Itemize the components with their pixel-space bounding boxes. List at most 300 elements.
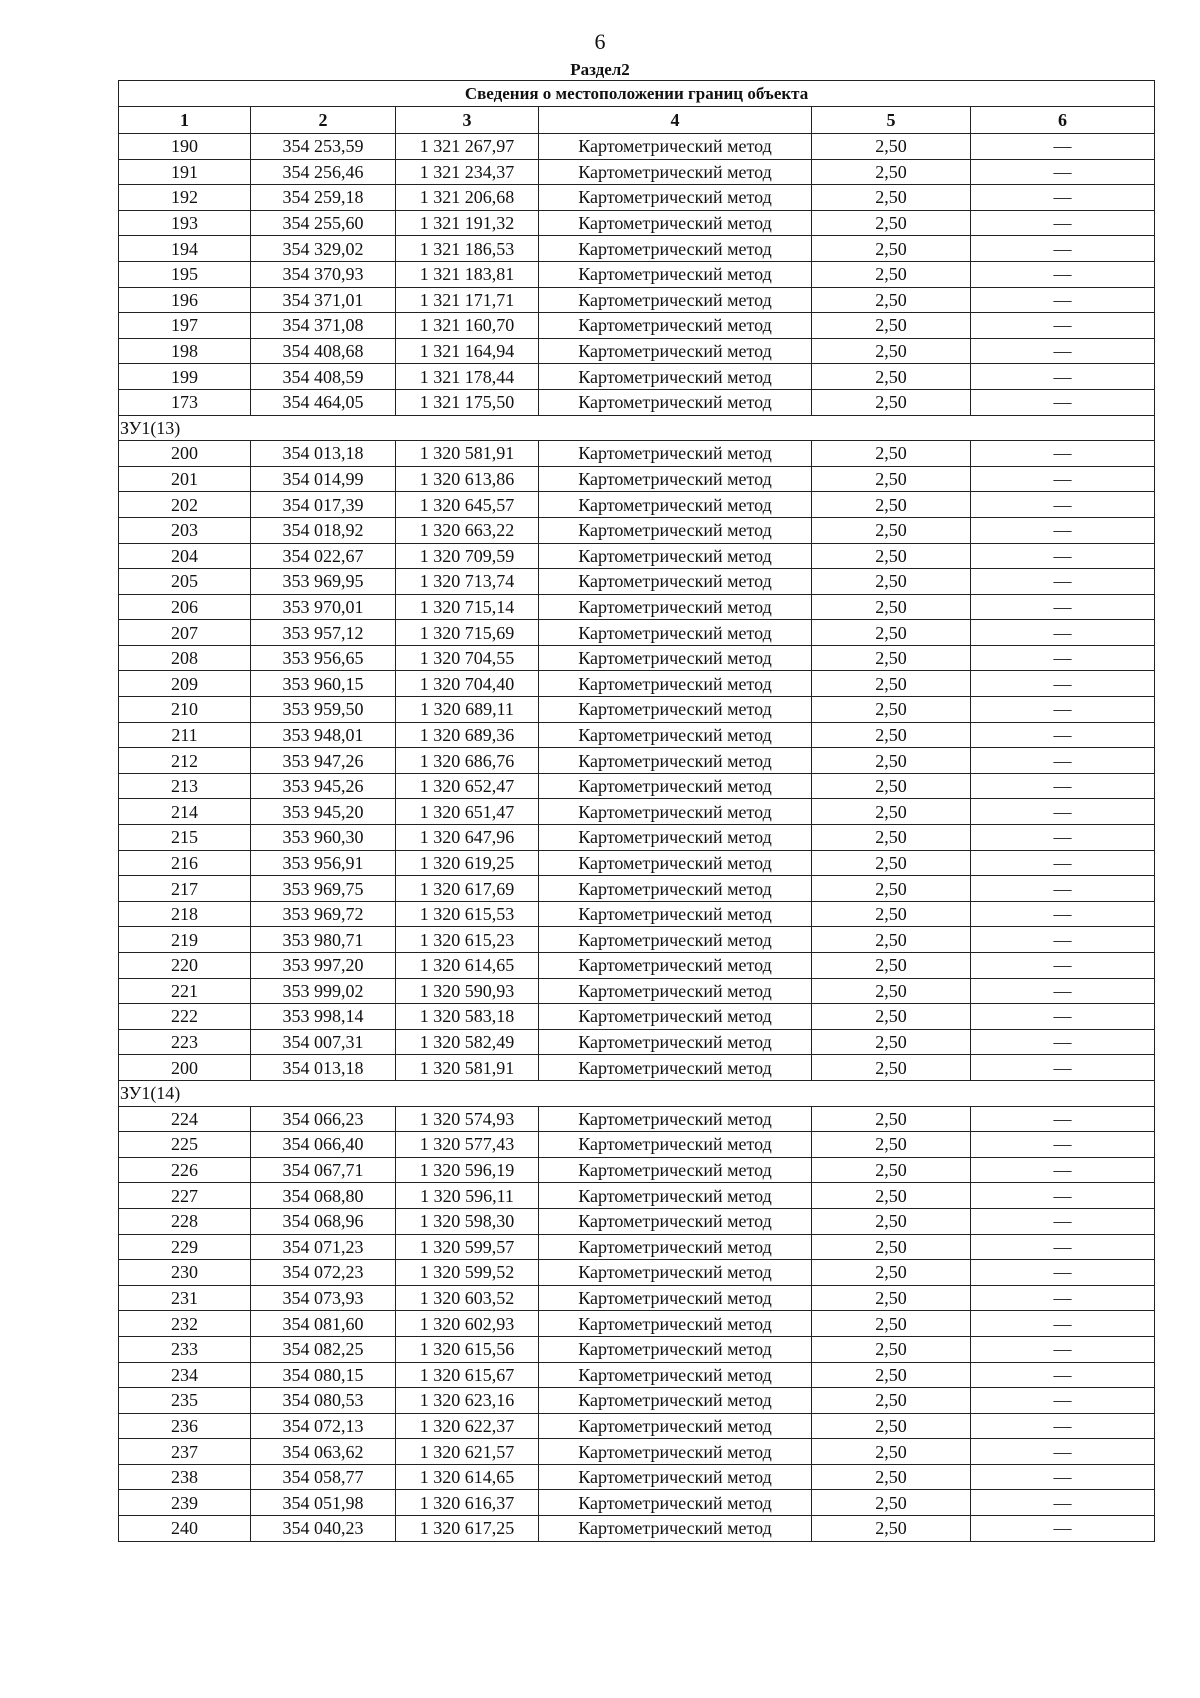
y-coordinate-cell: 1 320 615,67 [396,1362,539,1388]
table-row [119,1234,1155,1260]
x-coordinate-cell: 353 997,20 [251,953,396,979]
accuracy-cell: 2,50 [812,1208,971,1234]
table-row [119,850,1155,876]
table-row [119,1004,1155,1030]
point-number-cell: 194 [119,236,251,262]
point-number-cell: 227 [119,1183,251,1209]
y-coordinate-cell: 1 320 615,56 [396,1336,539,1362]
table-row [119,569,1155,595]
x-coordinate-cell: 354 013,18 [251,1055,396,1081]
accuracy-cell: 2,50 [812,313,971,339]
y-coordinate-cell: 1 320 652,47 [396,773,539,799]
y-coordinate-cell: 1 320 617,69 [396,876,539,902]
x-coordinate-cell: 354 370,93 [251,261,396,287]
method-cell: Картометрический метод [539,901,812,927]
method-cell: Картометрический метод [539,620,812,646]
accuracy-cell: 2,50 [812,594,971,620]
y-coordinate-cell: 1 320 621,57 [396,1439,539,1465]
point-number-cell: 223 [119,1029,251,1055]
table-row [119,1439,1155,1465]
point-number-cell: 210 [119,697,251,723]
point-number-cell: 215 [119,825,251,851]
accuracy-cell: 2,50 [812,134,971,160]
method-cell: Картометрический метод [539,569,812,595]
description-cell: — [971,543,1155,569]
method-cell: Картометрический метод [539,1464,812,1490]
x-coordinate-cell: 354 464,05 [251,389,396,415]
x-coordinate-cell: 353 980,71 [251,927,396,953]
x-coordinate-cell: 353 947,26 [251,748,396,774]
y-coordinate-cell: 1 320 583,18 [396,1004,539,1030]
table-caption: Сведения о местоположении границ объекта [119,81,1155,107]
method-cell: Картометрический метод [539,876,812,902]
x-coordinate-cell: 354 014,99 [251,466,396,492]
x-coordinate-cell: 353 956,91 [251,850,396,876]
accuracy-cell: 2,50 [812,927,971,953]
table-row [119,1285,1155,1311]
description-cell: — [971,159,1155,185]
description-cell: — [971,466,1155,492]
description-cell: — [971,1183,1155,1209]
accuracy-cell: 2,50 [812,261,971,287]
x-coordinate-cell: 353 969,75 [251,876,396,902]
description-cell: — [971,1413,1155,1439]
x-coordinate-cell: 354 073,93 [251,1285,396,1311]
method-cell: Картометрический метод [539,978,812,1004]
table-row [119,287,1155,313]
point-number-cell: 228 [119,1208,251,1234]
method-cell: Картометрический метод [539,492,812,518]
description-cell: — [971,134,1155,160]
table-row [119,364,1155,390]
method-cell: Картометрический метод [539,748,812,774]
point-number-cell: 173 [119,389,251,415]
accuracy-cell: 2,50 [812,1132,971,1158]
y-coordinate-cell: 1 320 581,91 [396,441,539,467]
x-coordinate-cell: 354 071,23 [251,1234,396,1260]
description-cell: — [971,1285,1155,1311]
accuracy-cell: 2,50 [812,1029,971,1055]
y-coordinate-cell: 1 321 267,97 [396,134,539,160]
y-coordinate-cell: 1 321 164,94 [396,338,539,364]
description-cell: — [971,1004,1155,1030]
description-cell: — [971,441,1155,467]
method-cell: Картометрический метод [539,236,812,262]
description-cell: — [971,1234,1155,1260]
y-coordinate-cell: 1 320 581,91 [396,1055,539,1081]
accuracy-cell: 2,50 [812,1490,971,1516]
point-number-cell: 198 [119,338,251,364]
accuracy-cell: 2,50 [812,773,971,799]
description-cell: — [971,236,1155,262]
method-cell: Картометрический метод [539,1004,812,1030]
y-coordinate-cell: 1 320 704,55 [396,645,539,671]
accuracy-cell: 2,50 [812,210,971,236]
method-cell: Картометрический метод [539,159,812,185]
accuracy-cell: 2,50 [812,364,971,390]
point-number-cell: 235 [119,1388,251,1414]
x-coordinate-cell: 354 007,31 [251,1029,396,1055]
x-coordinate-cell: 354 255,60 [251,210,396,236]
table-row [119,773,1155,799]
method-cell: Картометрический метод [539,1234,812,1260]
accuracy-cell: 2,50 [812,492,971,518]
x-coordinate-cell: 354 080,53 [251,1388,396,1414]
page-number: 6 [594,29,606,54]
method-cell: Картометрический метод [539,1285,812,1311]
accuracy-cell: 2,50 [812,185,971,211]
table-row [119,1029,1155,1055]
point-number-cell: 192 [119,185,251,211]
y-coordinate-cell: 1 320 615,53 [396,901,539,927]
point-number-cell: 193 [119,210,251,236]
point-number-cell: 240 [119,1516,251,1542]
table-row [119,1260,1155,1286]
point-number-cell: 236 [119,1413,251,1439]
accuracy-cell: 2,50 [812,1055,971,1081]
method-cell: Картометрический метод [539,1183,812,1209]
y-coordinate-cell: 1 320 686,76 [396,748,539,774]
table-row [119,927,1155,953]
table-row [119,697,1155,723]
description-cell: — [971,1439,1155,1465]
x-coordinate-cell: 353 960,30 [251,825,396,851]
y-coordinate-cell: 1 321 234,37 [396,159,539,185]
table-row [119,313,1155,339]
y-coordinate-cell: 1 320 704,40 [396,671,539,697]
method-cell: Картометрический метод [539,441,812,467]
method-cell: Картометрический метод [539,338,812,364]
table-caption-row [119,81,1155,107]
x-coordinate-cell: 354 081,60 [251,1311,396,1337]
table-row [119,1464,1155,1490]
method-cell: Картометрический метод [539,927,812,953]
method-cell: Картометрический метод [539,671,812,697]
table-row [119,645,1155,671]
method-cell: Картометрический метод [539,1311,812,1337]
description-cell: — [971,1464,1155,1490]
x-coordinate-cell: 354 017,39 [251,492,396,518]
table-row [119,1132,1155,1158]
method-cell: Картометрический метод [539,543,812,569]
table-row [119,1055,1155,1081]
accuracy-cell: 2,50 [812,466,971,492]
method-cell: Картометрический метод [539,953,812,979]
description-cell: — [971,210,1155,236]
x-coordinate-cell: 354 066,23 [251,1106,396,1132]
x-coordinate-cell: 353 959,50 [251,697,396,723]
y-coordinate-cell: 1 320 715,69 [396,620,539,646]
table-row [119,799,1155,825]
table-row [119,1106,1155,1132]
point-number-cell: 226 [119,1157,251,1183]
table-row [119,543,1155,569]
point-number-cell: 203 [119,517,251,543]
accuracy-cell: 2,50 [812,825,971,851]
table-row [119,492,1155,518]
table-row [119,185,1155,211]
section-title: Раздел2 [570,60,630,79]
y-coordinate-cell: 1 320 614,65 [396,953,539,979]
x-coordinate-cell: 354 040,23 [251,1516,396,1542]
accuracy-cell: 2,50 [812,236,971,262]
description-cell: — [971,850,1155,876]
method-cell: Картометрический метод [539,825,812,851]
description-cell: — [971,1260,1155,1286]
accuracy-cell: 2,50 [812,569,971,595]
point-number-cell: 232 [119,1311,251,1337]
x-coordinate-cell: 354 259,18 [251,185,396,211]
point-number-cell: 197 [119,313,251,339]
method-cell: Картометрический метод [539,697,812,723]
method-cell: Картометрический метод [539,1336,812,1362]
boundary-coordinates-table [118,80,1155,1542]
table-row [119,466,1155,492]
table-row [119,825,1155,851]
group-header-row [119,415,1155,441]
accuracy-cell: 2,50 [812,1106,971,1132]
description-cell: — [971,364,1155,390]
y-coordinate-cell: 1 321 175,50 [396,389,539,415]
table-row [119,1413,1155,1439]
x-coordinate-cell: 353 969,72 [251,901,396,927]
table-row [119,620,1155,646]
column-header: 5 [812,107,971,134]
y-coordinate-cell: 1 321 171,71 [396,287,539,313]
description-cell: — [971,1157,1155,1183]
x-coordinate-cell: 354 253,59 [251,134,396,160]
group-label: ЗУ1(14) [119,1080,1155,1106]
x-coordinate-cell: 353 970,01 [251,594,396,620]
method-cell: Картометрический метод [539,594,812,620]
x-coordinate-cell: 354 013,18 [251,441,396,467]
y-coordinate-cell: 1 320 715,14 [396,594,539,620]
accuracy-cell: 2,50 [812,1234,971,1260]
method-cell: Картометрический метод [539,722,812,748]
description-cell: — [971,927,1155,953]
accuracy-cell: 2,50 [812,287,971,313]
x-coordinate-cell: 354 068,96 [251,1208,396,1234]
column-header: 2 [251,107,396,134]
method-cell: Картометрический метод [539,1490,812,1516]
description-cell: — [971,620,1155,646]
table-row [119,722,1155,748]
table-row [119,236,1155,262]
accuracy-cell: 2,50 [812,389,971,415]
description-cell: — [971,569,1155,595]
table-row [119,1490,1155,1516]
accuracy-cell: 2,50 [812,1516,971,1542]
table-row [119,1336,1155,1362]
point-number-cell: 221 [119,978,251,1004]
y-coordinate-cell: 1 320 709,59 [396,543,539,569]
description-cell: — [971,313,1155,339]
description-cell: — [971,671,1155,697]
point-number-cell: 220 [119,953,251,979]
point-number-cell: 208 [119,645,251,671]
accuracy-cell: 2,50 [812,978,971,1004]
description-cell: — [971,287,1155,313]
y-coordinate-cell: 1 320 574,93 [396,1106,539,1132]
point-number-cell: 224 [119,1106,251,1132]
point-number-cell: 214 [119,799,251,825]
description-cell: — [971,1055,1155,1081]
method-cell: Картометрический метод [539,389,812,415]
method-cell: Картометрический метод [539,313,812,339]
table-row [119,1388,1155,1414]
table-row [119,1157,1155,1183]
accuracy-cell: 2,50 [812,1260,971,1286]
method-cell: Картометрический метод [539,1439,812,1465]
accuracy-cell: 2,50 [812,543,971,569]
method-cell: Картометрический метод [539,1362,812,1388]
description-cell: — [971,953,1155,979]
point-number-cell: 211 [119,722,251,748]
column-header: 1 [119,107,251,134]
method-cell: Картометрический метод [539,134,812,160]
method-cell: Картометрический метод [539,1413,812,1439]
description-cell: — [971,645,1155,671]
point-number-cell: 231 [119,1285,251,1311]
x-coordinate-cell: 354 082,25 [251,1336,396,1362]
table-row [119,748,1155,774]
x-coordinate-cell: 354 066,40 [251,1132,396,1158]
table-row [119,389,1155,415]
description-cell: — [971,1362,1155,1388]
method-cell: Картометрический метод [539,1516,812,1542]
x-coordinate-cell: 353 945,20 [251,799,396,825]
y-coordinate-cell: 1 320 689,36 [396,722,539,748]
y-coordinate-cell: 1 320 623,16 [396,1388,539,1414]
column-header: 4 [539,107,812,134]
table-row [119,338,1155,364]
method-cell: Картометрический метод [539,1157,812,1183]
y-coordinate-cell: 1 320 599,52 [396,1260,539,1286]
description-cell: — [971,1336,1155,1362]
x-coordinate-cell: 354 051,98 [251,1490,396,1516]
x-coordinate-cell: 353 956,65 [251,645,396,671]
y-coordinate-cell: 1 320 613,86 [396,466,539,492]
point-number-cell: 212 [119,748,251,774]
y-coordinate-cell: 1 320 651,47 [396,799,539,825]
description-cell: — [971,773,1155,799]
y-coordinate-cell: 1 321 206,68 [396,185,539,211]
point-number-cell: 200 [119,1055,251,1081]
description-cell: — [971,1106,1155,1132]
description-cell: — [971,1208,1155,1234]
x-coordinate-cell: 354 256,46 [251,159,396,185]
table-row [119,978,1155,1004]
method-cell: Картометрический метод [539,517,812,543]
method-cell: Картометрический метод [539,1106,812,1132]
method-cell: Картометрический метод [539,185,812,211]
point-number-cell: 205 [119,569,251,595]
description-cell: — [971,876,1155,902]
x-coordinate-cell: 353 945,26 [251,773,396,799]
accuracy-cell: 2,50 [812,1157,971,1183]
method-cell: Картометрический метод [539,645,812,671]
x-coordinate-cell: 353 960,15 [251,671,396,697]
x-coordinate-cell: 353 948,01 [251,722,396,748]
point-number-cell: 229 [119,1234,251,1260]
x-coordinate-cell: 354 068,80 [251,1183,396,1209]
y-coordinate-cell: 1 320 689,11 [396,697,539,723]
table-row [119,953,1155,979]
column-header: 3 [396,107,539,134]
description-cell: — [971,799,1155,825]
table-row [119,517,1155,543]
x-coordinate-cell: 353 999,02 [251,978,396,1004]
point-number-cell: 196 [119,287,251,313]
accuracy-cell: 2,50 [812,1439,971,1465]
x-coordinate-cell: 354 072,13 [251,1413,396,1439]
description-cell: — [971,261,1155,287]
method-cell: Картометрический метод [539,364,812,390]
accuracy-cell: 2,50 [812,876,971,902]
point-number-cell: 238 [119,1464,251,1490]
x-coordinate-cell: 354 063,62 [251,1439,396,1465]
y-coordinate-cell: 1 320 619,25 [396,850,539,876]
x-coordinate-cell: 353 998,14 [251,1004,396,1030]
point-number-cell: 234 [119,1362,251,1388]
accuracy-cell: 2,50 [812,799,971,825]
description-cell: — [971,185,1155,211]
accuracy-cell: 2,50 [812,645,971,671]
x-coordinate-cell: 354 371,08 [251,313,396,339]
accuracy-cell: 2,50 [812,1285,971,1311]
y-coordinate-cell: 1 320 596,19 [396,1157,539,1183]
point-number-cell: 199 [119,364,251,390]
accuracy-cell: 2,50 [812,620,971,646]
x-coordinate-cell: 354 329,02 [251,236,396,262]
description-cell: — [971,594,1155,620]
accuracy-cell: 2,50 [812,697,971,723]
column-header-row [119,107,1155,134]
description-cell: — [971,901,1155,927]
accuracy-cell: 2,50 [812,159,971,185]
y-coordinate-cell: 1 320 647,96 [396,825,539,851]
table-row [119,1183,1155,1209]
x-coordinate-cell: 354 408,59 [251,364,396,390]
y-coordinate-cell: 1 320 622,37 [396,1413,539,1439]
point-number-cell: 200 [119,441,251,467]
description-cell: — [971,492,1155,518]
method-cell: Картометрический метод [539,261,812,287]
y-coordinate-cell: 1 320 590,93 [396,978,539,1004]
accuracy-cell: 2,50 [812,748,971,774]
point-number-cell: 216 [119,850,251,876]
accuracy-cell: 2,50 [812,338,971,364]
y-coordinate-cell: 1 321 178,44 [396,364,539,390]
y-coordinate-cell: 1 320 603,52 [396,1285,539,1311]
method-cell: Картометрический метод [539,1260,812,1286]
x-coordinate-cell: 354 080,15 [251,1362,396,1388]
x-coordinate-cell: 354 018,92 [251,517,396,543]
method-cell: Картометрический метод [539,1132,812,1158]
x-coordinate-cell: 353 957,12 [251,620,396,646]
description-cell: — [971,697,1155,723]
point-number-cell: 230 [119,1260,251,1286]
point-number-cell: 209 [119,671,251,697]
table-row [119,594,1155,620]
accuracy-cell: 2,50 [812,722,971,748]
accuracy-cell: 2,50 [812,850,971,876]
description-cell: — [971,1388,1155,1414]
table-row [119,1208,1155,1234]
accuracy-cell: 2,50 [812,671,971,697]
method-cell: Картометрический метод [539,799,812,825]
x-coordinate-cell: 354 058,77 [251,1464,396,1490]
